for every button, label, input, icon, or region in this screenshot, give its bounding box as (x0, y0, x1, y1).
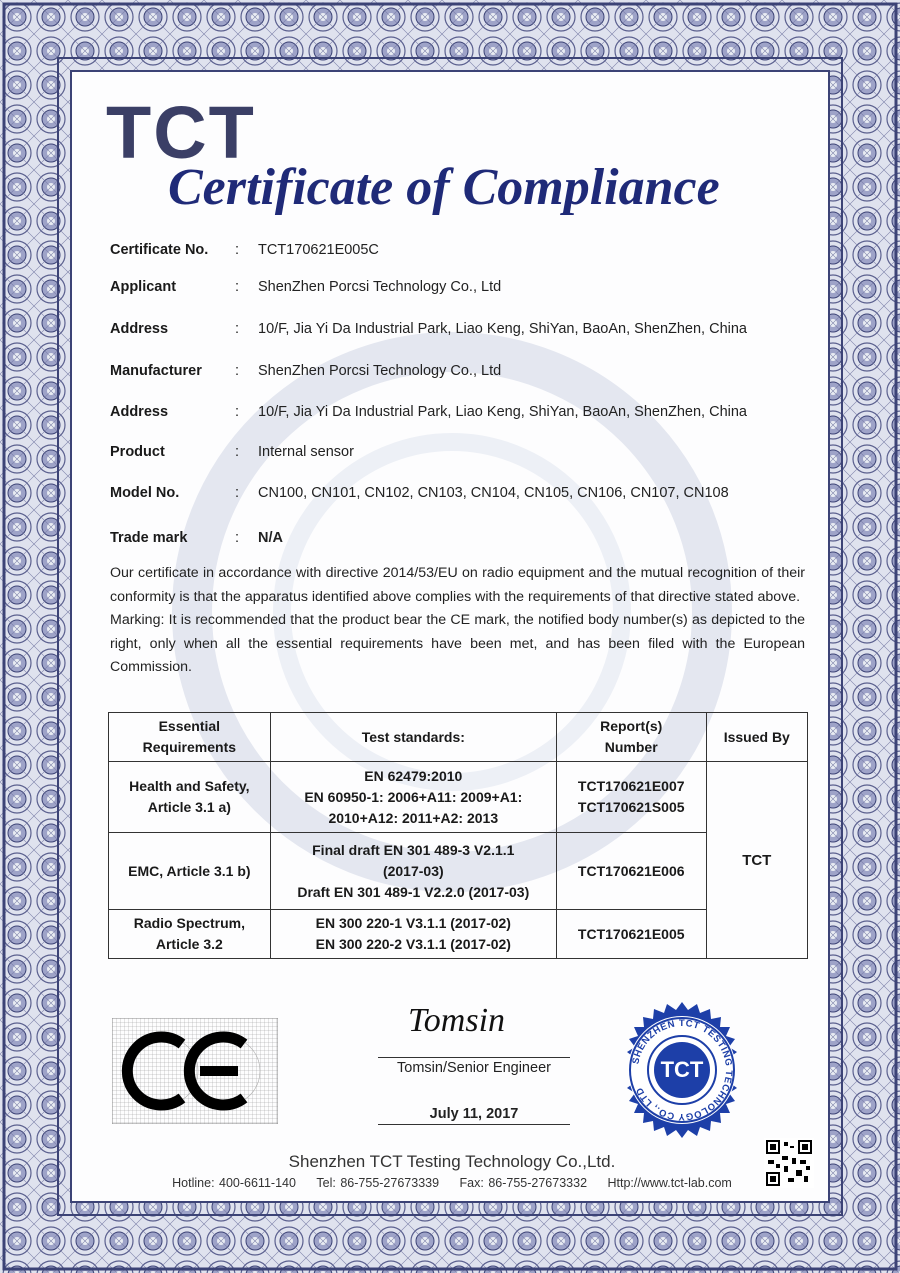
cell-requirement: Health and Safety, Article 3.1 a) (109, 762, 271, 833)
field-colon: : (235, 321, 240, 337)
signature-line (378, 1057, 570, 1058)
field-trade-mark (110, 530, 810, 554)
field-certificate-no (110, 242, 810, 266)
header-issued-by: Issued By (706, 713, 807, 762)
header-requirements: Essential Requirements (109, 713, 271, 762)
cell-report: TCT170621E005 (556, 910, 706, 959)
field-value: 10/F, Jia Yi Da Industrial Park, Liao Keng, ShiYan, BaoAn, ShenZhen, China (258, 321, 747, 337)
table-row (109, 833, 808, 910)
footer-company: Shenzhen TCT Testing Technology Co.,Ltd. (288, 1152, 616, 1171)
field-value: Internal sensor (258, 444, 354, 460)
cell-standards: EN 62479:2010 EN 60950-1: 2006+A11: 2009+A1: 2010+A12: 2011+A2: 2013 (270, 762, 556, 833)
footer-website-link[interactable]: Http://www.tct-lab.com (607, 1176, 732, 1190)
table-row (109, 910, 808, 959)
cell-issuer: TCT (706, 762, 807, 959)
date-line (378, 1124, 570, 1125)
cell-requirement: Radio Spectrum, Article 3.2 (109, 910, 271, 959)
field-colon: : (235, 404, 240, 420)
field-colon: : (235, 444, 240, 460)
handwritten-signature: Tomsin (408, 1002, 506, 1039)
field-label: Address (110, 404, 169, 420)
requirements-table (108, 712, 808, 959)
field-label: Address (110, 321, 169, 337)
field-value: 10/F, Jia Yi Da Industrial Park, Liao Keng, ShiYan, BaoAn, ShenZhen, China (258, 404, 747, 420)
field-label: Manufacturer (110, 363, 202, 379)
field-value: ShenZhen Porcsi Technology Co., Ltd (258, 363, 502, 379)
field-value: ShenZhen Porcsi Technology Co., Ltd (258, 279, 502, 295)
field-manufacturer (110, 363, 810, 387)
marking-paragraph: Marking: It is recommended that the product bear the CE mark, the notified body number(s) as depicted to the right, only when all the essential requirements have been met, and has been filed with the European Commission. (110, 612, 805, 675)
header-standards: Test standards: (270, 713, 556, 762)
field-colon: : (235, 242, 240, 258)
tct-logo: TCT (106, 91, 256, 174)
field-colon: : (235, 279, 240, 295)
signer-name: Tomsin/Senior Engineer (397, 1060, 551, 1076)
field-applicant-address (110, 321, 810, 345)
field-colon: : (235, 530, 240, 546)
company-seal-icon (612, 1000, 752, 1140)
issue-date: July 11, 2017 (429, 1106, 519, 1122)
ce-mark-icon (112, 1018, 278, 1124)
cell-standards: Final draft EN 301 489-3 V2.1.1 (2017-03) Draft EN 301 489-1 V2.2.0 (2017-03) (270, 833, 556, 910)
cell-standards: EN 300 220-1 V3.1.1 (2017-02) EN 300 220-2 V3.1.1 (2017-02) (270, 910, 556, 959)
field-label: Certificate No. (110, 242, 209, 258)
footer-contact (72, 1176, 830, 1190)
field-colon: : (235, 485, 240, 501)
footer-fax: Fax: 86-755-27673332 (459, 1176, 588, 1190)
conformity-text (110, 562, 805, 680)
conformity-paragraph: Our certificate in accordance with directive 2014/53/EU on radio equipment and the mutual recognition of their conformity is that the apparatus identified above complies with the requirements of that directive stated above. (110, 565, 805, 605)
field-model-no (110, 485, 810, 509)
field-colon: : (235, 363, 240, 379)
certificate-body (70, 70, 830, 1203)
field-applicant (110, 279, 810, 303)
certificate-title: Certificate of Compliance (168, 159, 720, 216)
field-value: N/A (258, 530, 283, 546)
seal-ring-text: SHENZHEN TCT TESTING TECHNOLOGY CO., LTD (630, 1017, 735, 1123)
field-manufacturer-address (110, 404, 810, 428)
field-value: TCT170621E005C (258, 242, 379, 258)
cell-report: TCT170621E006 (556, 833, 706, 910)
field-value: CN100, CN101, CN102, CN103, CN104, CN105, CN106, CN107, CN108 (258, 485, 729, 501)
seal-center-text: TCT (660, 1057, 704, 1082)
field-label: Model No. (110, 485, 180, 501)
table-row (109, 762, 808, 833)
field-label: Trade mark (110, 530, 188, 546)
field-label: Applicant (110, 279, 177, 295)
cell-requirement: EMC, Article 3.1 b) (109, 833, 271, 910)
cell-report: TCT170621E007 TCT170621S005 (556, 762, 706, 833)
footer-tel: Tel: 86-755-27673339 (316, 1176, 440, 1190)
table-header-row (109, 713, 808, 762)
header-reports: Report(s) Number (556, 713, 706, 762)
footer-hotline: Hotline: 400-6611-140 (172, 1176, 296, 1190)
field-label: Product (110, 444, 165, 460)
field-product (110, 444, 810, 468)
